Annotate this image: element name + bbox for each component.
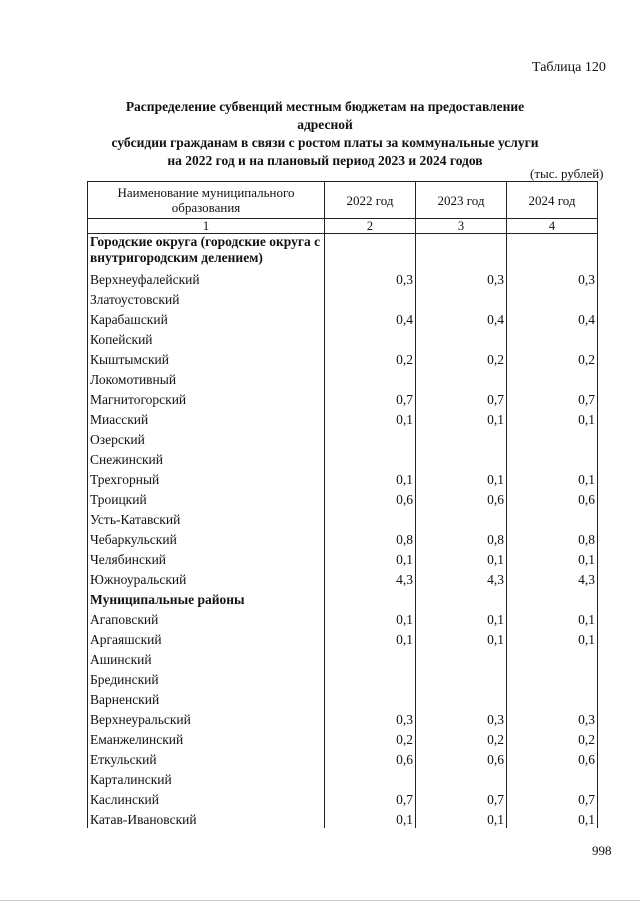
value-2024: 0,6 [507,748,598,768]
municipality-name: Катав-Ивановский [88,808,325,828]
section-empty-cell [325,588,416,608]
section-title: Городские округа (городские округа с внутригородским делением) [88,234,325,269]
table-row [88,688,598,708]
value-2023 [416,288,507,308]
value-2024 [507,768,598,788]
column-number: 4 [507,219,598,234]
value-2023: 0,6 [416,748,507,768]
value-2023 [416,368,507,388]
section-empty-cell [416,234,507,269]
value-2022: 0,6 [325,488,416,508]
value-2024: 0,3 [507,268,598,288]
municipality-name: Ашинский [88,648,325,668]
value-2024: 0,4 [507,308,598,328]
value-2024: 0,2 [507,348,598,368]
value-2023: 0,2 [416,728,507,748]
value-2023: 0,1 [416,408,507,428]
value-2024: 0,1 [507,808,598,828]
value-2024: 0,7 [507,788,598,808]
value-2022: 0,1 [325,408,416,428]
municipality-name: Локомотивный [88,368,325,388]
value-2022 [325,648,416,668]
value-2022 [325,688,416,708]
section-title: Муниципальные районы [88,588,325,608]
municipality-name: Копейский [88,328,325,348]
value-2022: 0,7 [325,388,416,408]
header-2023: 2023 год [416,182,507,219]
value-2022: 0,1 [325,468,416,488]
value-2024: 0,1 [507,628,598,648]
value-2023: 0,3 [416,708,507,728]
value-2024 [507,668,598,688]
value-2022 [325,448,416,468]
value-2023 [416,668,507,688]
municipality-name: Троицкий [88,488,325,508]
value-2024 [507,508,598,528]
municipality-name: Миасский [88,408,325,428]
municipality-name: Южноуральский [88,568,325,588]
value-2022 [325,668,416,688]
municipality-name: Кыштымский [88,348,325,368]
value-2022 [325,768,416,788]
value-2023: 0,7 [416,388,507,408]
value-2022: 0,7 [325,788,416,808]
value-2023: 0,1 [416,468,507,488]
value-2024 [507,688,598,708]
table-row [88,308,598,328]
value-2024 [507,288,598,308]
table-row [88,288,598,308]
table-row [88,628,598,648]
section-header-row [88,588,598,608]
municipality-name: Верхнеуфалейский [88,268,325,288]
table-row [88,428,598,448]
units-label: (тыс. рублей) [530,166,604,181]
header-municipality: Наименование муниципального образования [88,182,325,219]
section-empty-cell [325,234,416,269]
value-2023: 0,7 [416,788,507,808]
table-label: Таблица 120 [532,60,606,75]
value-2023: 0,1 [416,808,507,828]
municipality-name: Усть-Катавский [88,508,325,528]
municipality-name: Еманжелинский [88,728,325,748]
header-2022: 2022 год [325,182,416,219]
value-2024 [507,448,598,468]
value-2024: 0,6 [507,488,598,508]
table-row [88,408,598,428]
section-empty-cell [416,588,507,608]
value-2022 [325,508,416,528]
municipality-name: Озерский [88,428,325,448]
municipality-name: Еткульский [88,748,325,768]
column-number-row [88,219,598,234]
section-header-row [88,234,598,269]
table-row [88,608,598,628]
value-2022: 0,4 [325,308,416,328]
table-row [88,368,598,388]
header-2024: 2024 год [507,182,598,219]
table-row [88,728,598,748]
value-2022 [325,328,416,348]
value-2023: 0,4 [416,308,507,328]
municipality-name: Верхнеуральский [88,708,325,728]
value-2023: 0,3 [416,268,507,288]
value-2024: 0,8 [507,528,598,548]
value-2024 [507,428,598,448]
value-2024: 0,7 [507,388,598,408]
table-row [88,548,598,568]
value-2022: 0,6 [325,748,416,768]
municipality-name: Брединский [88,668,325,688]
table-row [88,388,598,408]
table-row [88,808,598,828]
value-2023 [416,328,507,348]
value-2024: 0,1 [507,608,598,628]
value-2023 [416,448,507,468]
table-row [88,488,598,508]
column-number: 1 [88,219,325,234]
table-row [88,708,598,728]
value-2023: 0,1 [416,628,507,648]
value-2024 [507,368,598,388]
municipality-name: Агаповский [88,608,325,628]
column-number: 3 [416,219,507,234]
municipality-name: Трехгорный [88,468,325,488]
value-2023: 0,8 [416,528,507,548]
table-row [88,668,598,688]
value-2022: 0,3 [325,268,416,288]
value-2022 [325,288,416,308]
municipality-name: Карабашский [88,308,325,328]
section-empty-cell [507,234,598,269]
table-row [88,768,598,788]
value-2022: 0,2 [325,728,416,748]
table-row [88,648,598,668]
value-2022: 0,3 [325,708,416,728]
table-row [88,348,598,368]
municipality-name: Златоустовский [88,288,325,308]
title-line: субсидии гражданам в связи с ростом платы за коммунальные услуги [111,135,539,150]
value-2022: 0,2 [325,348,416,368]
value-2022: 0,1 [325,628,416,648]
title-line: Распределение субвенций местным бюджетам на предоставление адресной [125,99,525,132]
value-2024: 0,2 [507,728,598,748]
value-2024 [507,648,598,668]
value-2023: 4,3 [416,568,507,588]
value-2022: 0,1 [325,548,416,568]
value-2023: 0,2 [416,348,507,368]
value-2022 [325,428,416,448]
value-2023 [416,688,507,708]
municipality-name: Варненский [88,688,325,708]
value-2022: 0,1 [325,808,416,828]
municipality-name: Магнитогорский [88,388,325,408]
value-2024: 0,3 [507,708,598,728]
municipality-name: Аргаяшский [88,628,325,648]
value-2023 [416,648,507,668]
table-row [88,568,598,588]
document-title [100,98,550,170]
value-2022: 0,1 [325,608,416,628]
municipality-name: Снежинский [88,448,325,468]
section-empty-cell [507,588,598,608]
page-number: 998 [592,843,612,858]
value-2023: 0,6 [416,488,507,508]
value-2024 [507,328,598,348]
value-2024: 4,3 [507,568,598,588]
value-2024: 0,1 [507,408,598,428]
table-row [88,508,598,528]
municipality-name: Каслинский [88,788,325,808]
value-2023 [416,428,507,448]
table-row [88,788,598,808]
value-2023 [416,508,507,528]
value-2022: 4,3 [325,568,416,588]
value-2023 [416,768,507,788]
value-2022: 0,8 [325,528,416,548]
table-header-row [88,182,598,219]
value-2024: 0,1 [507,548,598,568]
table-row [88,268,598,288]
value-2024: 0,1 [507,468,598,488]
municipality-name: Челябинский [88,548,325,568]
page-edge-rule [0,900,640,901]
table-row [88,468,598,488]
subvention-table [87,181,598,828]
municipality-name: Карталинский [88,768,325,788]
value-2022 [325,368,416,388]
municipality-name: Чебаркульский [88,528,325,548]
title-line: на 2022 год и на плановый период 2023 и 2024 годов [167,153,483,168]
table-row [88,328,598,348]
value-2023: 0,1 [416,608,507,628]
value-2023: 0,1 [416,548,507,568]
table-row [88,528,598,548]
table-row [88,748,598,768]
column-number: 2 [325,219,416,234]
table-row [88,448,598,468]
